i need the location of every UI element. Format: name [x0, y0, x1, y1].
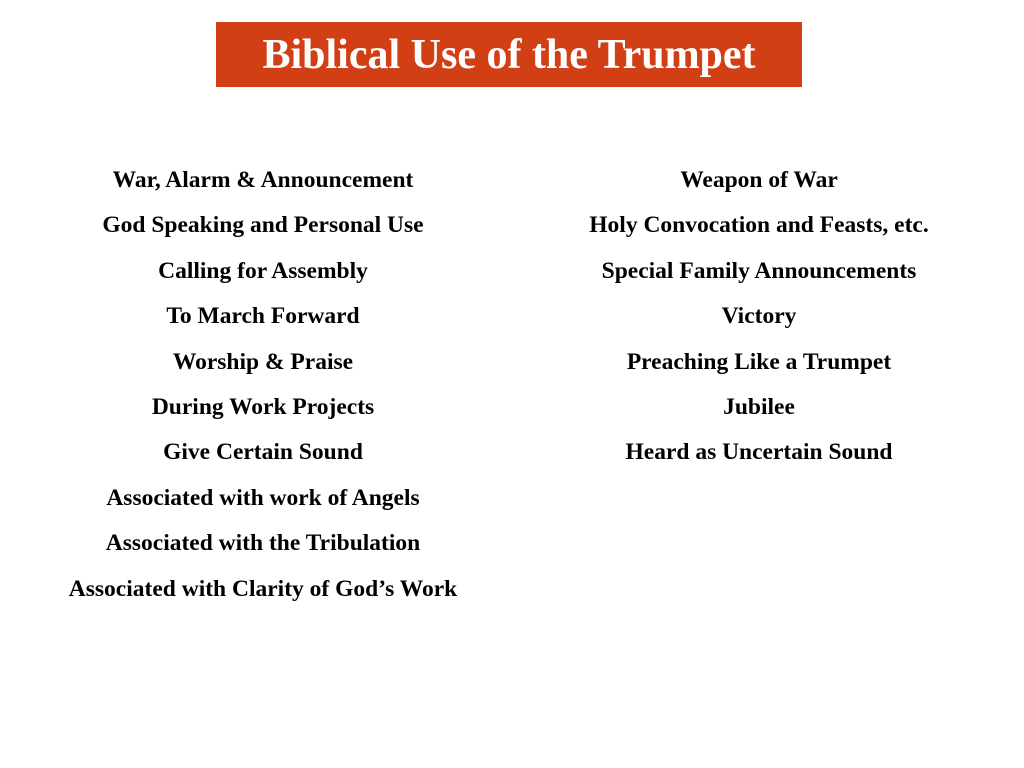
list-item: God Speaking and Personal Use [102, 212, 424, 239]
title-banner [216, 22, 802, 87]
list-item: During Work Projects [151, 393, 375, 420]
list-item: Heard as Uncertain Sound [625, 439, 893, 466]
list-item: Special Family Announcements [601, 257, 917, 284]
list-item: Worship & Praise [172, 348, 354, 375]
list-item: Holy Convocation and Feasts, etc. [589, 212, 929, 239]
list-item: To March Forward [166, 303, 360, 330]
list-item: Preaching Like a Trumpet [626, 348, 892, 375]
right-column-list [508, 164, 1010, 482]
left-column-list [12, 164, 514, 618]
list-item: War, Alarm & Announcement [112, 167, 414, 193]
list-item: Victory [721, 303, 797, 330]
list-item: Calling for Assembly [158, 257, 368, 284]
list-item: Associated with Clarity of God’s Work [68, 575, 458, 602]
list-item: Weapon of War [680, 167, 838, 193]
list-item: Associated with work of Angels [106, 484, 420, 511]
list-item: Jubilee [723, 393, 795, 420]
list-item: Associated with the Tribulation [105, 530, 421, 557]
list-item: Give Certain Sound [163, 439, 363, 466]
slide-title: Biblical Use of the Trumpet [262, 31, 756, 78]
